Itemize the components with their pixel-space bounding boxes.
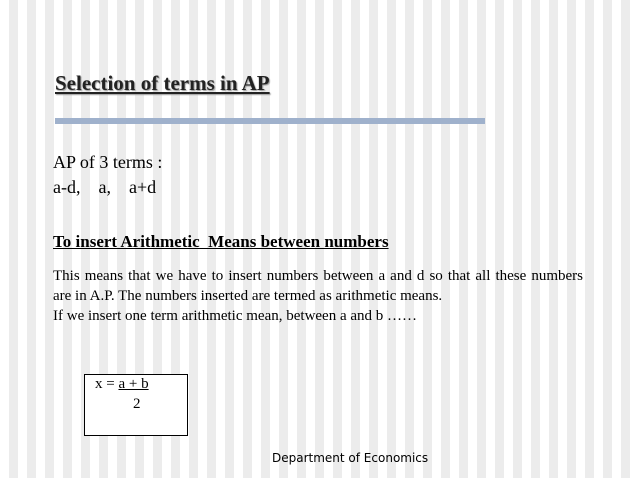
ap-terms: a-d, a, a+d [53, 177, 157, 197]
body-text [53, 266, 583, 326]
formula-x: x = [95, 376, 119, 392]
section-heading: To insert Arithmetic Means between numbers [53, 232, 389, 251]
formula-denominator: 2 [133, 396, 141, 412]
footer: Department of Economics [272, 451, 429, 465]
formula-numerator: a + b [118, 376, 149, 392]
paragraph: This means that we have to insert numbers between a and d so that all these numbers are in A.P. The numbers inserted are termed as arithmetic means. [53, 268, 583, 304]
formula-box [84, 374, 188, 436]
paragraph-2: If we insert one term arithmetic mean, between a and b …… [53, 308, 418, 324]
formula-lhs [95, 376, 149, 393]
ap-label: AP of 3 terms : [53, 152, 163, 172]
slide-title: Selection of terms in AP [55, 71, 270, 95]
title-underline-bar [55, 118, 485, 124]
